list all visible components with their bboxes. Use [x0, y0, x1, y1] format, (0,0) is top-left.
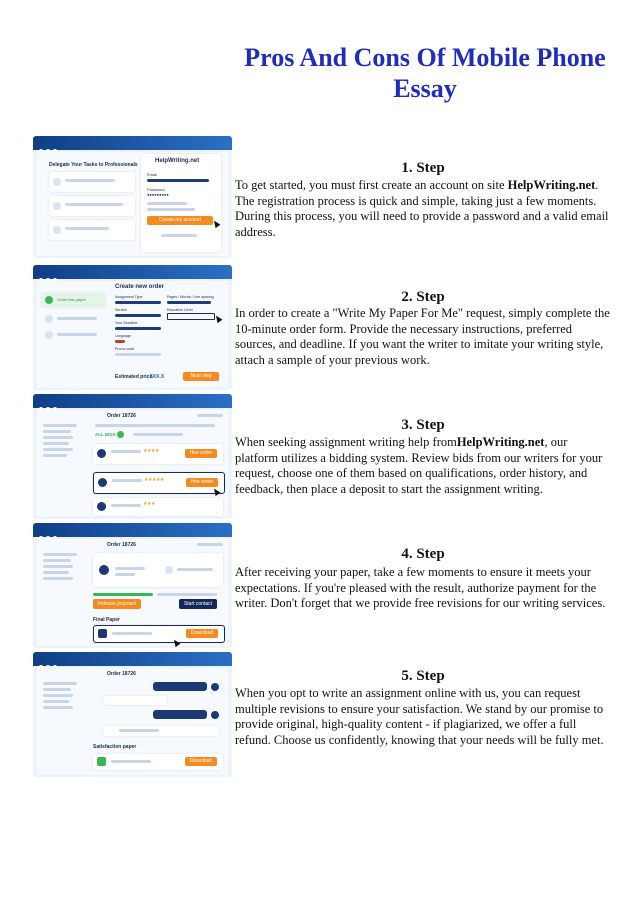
sidebar-item-order[interactable]: Order this paper: [41, 293, 105, 307]
download-button[interactable]: Download: [186, 629, 218, 638]
final-paper-label: Final Paper: [93, 617, 120, 623]
create-account-button[interactable]: Create my account: [147, 216, 213, 225]
education-level-field[interactable]: [167, 313, 215, 320]
step-heading: 4. Step: [401, 546, 445, 562]
password-label: Password: [147, 187, 165, 192]
step-text: After receiving your paper, take a few moments to ensure it meets your expectations. If you're pleased with the result, authorize payment for the writer. Don't forget that we provide free revisions for our writing services.: [235, 565, 606, 611]
password-field[interactable]: ●●●●●●●●●: [147, 192, 169, 197]
assignment-type-field[interactable]: [115, 301, 161, 304]
writer-card: [93, 553, 223, 587]
step5-screenshot: [33, 652, 232, 777]
start-contact-button[interactable]: Start contact: [179, 599, 217, 609]
chat-bubble: [153, 682, 207, 691]
satisfaction-paper-label: Satisfaction paper: [93, 744, 137, 750]
next-step-button[interactable]: Next step: [183, 372, 219, 381]
step-text: When seeking assignment writing help fromHelpWriting.net, our platform utilizes a bidding system. Review bids from our writers for your request, choose one of them based on qualifications, order history, and feedback, then place a deposit to start the assignment writing.: [235, 435, 603, 496]
order-number: Order 18726: [107, 413, 136, 419]
download-button[interactable]: Download: [185, 757, 217, 766]
step-heading: 1. Step: [401, 160, 445, 176]
order-number: Order 18726: [107, 542, 136, 548]
all-bids-label: ALL BIDS: [95, 432, 116, 437]
order-number: Order 18726: [107, 671, 136, 677]
window-titlebar: [33, 652, 232, 666]
brand-logo: HelpWriting.net: [155, 158, 200, 164]
bid-row-selected[interactable]: ★★★★★ Hire writer: [93, 472, 225, 494]
step1-screenshot: [33, 136, 232, 258]
benefit-card: [49, 172, 135, 192]
cursor-icon: [214, 314, 223, 323]
signup-form: [141, 154, 221, 252]
create-order-heading: Create new order: [115, 284, 165, 290]
paper-row: [93, 754, 223, 770]
hire-writer-button[interactable]: Hire writer: [186, 478, 218, 487]
benefit-card: [49, 196, 135, 216]
service-field[interactable]: [115, 314, 161, 317]
step3-screenshot: [33, 394, 232, 519]
step-text: In order to create a "Write My Paper For Me" request, simply complete the 10-minute order form. Provide the necessary instructions, preferred sources, and deadline. If you want the writer to imitate your writing style, attach a sample of your previous work.: [235, 306, 610, 367]
chat-bubble: [153, 710, 207, 719]
final-paper-row: [93, 625, 225, 643]
window-titlebar: [33, 394, 232, 408]
deadline-field[interactable]: [115, 327, 161, 330]
message-input[interactable]: [103, 726, 219, 736]
window-titlebar: [33, 136, 232, 150]
step-heading: 2. Step: [401, 289, 445, 305]
bid-row[interactable]: ★★★★ Hire writer: [93, 444, 223, 464]
hire-writer-button[interactable]: Hire writer: [185, 449, 217, 458]
chat-bubble: [103, 696, 167, 705]
brand-name: HelpWriting.net: [456, 435, 545, 449]
email-label: Email: [147, 172, 158, 177]
promo-field[interactable]: [115, 353, 161, 356]
step-text: When you opt to write an assignment online with us, you can request multiple revisions to ensure your satisfaction. We stand by our promise to provide original, high-quality content - if plagiarized, we offer a full refund. Choose us confidently, knowing that your needs will be fully met.: [235, 686, 604, 747]
estimated-price-label: Estimated price: [115, 374, 153, 380]
step2-screenshot: Order this paper Create new order Assignment Type Pages / Words / Line spacing Service Education Level Your Deadline Language Promo code Estimated price $XX.X Next step: [33, 265, 232, 390]
release-payment-button[interactable]: Release payment: [93, 599, 141, 609]
window-titlebar: [33, 523, 232, 537]
pages-field[interactable]: [167, 301, 211, 304]
step-text: To get started, you must first create an account on site HelpWriting.net. The registration process is quick and simple, taking just a few moments. During this process, you will need to provide a password and a valid email address.: [235, 178, 609, 239]
step-heading: 5. Step: [401, 668, 445, 684]
step4-screenshot: [33, 523, 232, 648]
page-title: Pros And Cons Of Mobile Phone Essay: [244, 43, 606, 103]
bid-row[interactable]: ★★★: [93, 498, 223, 516]
estimated-price-value: $XX.X: [150, 374, 165, 380]
language-field[interactable]: [115, 340, 125, 343]
delegate-heading: Delegate Your Tasks to Professionals: [49, 162, 138, 168]
benefit-card: [49, 220, 135, 240]
window-titlebar: [33, 265, 232, 279]
brand-name: HelpWriting.net: [507, 178, 596, 192]
email-field[interactable]: [147, 179, 209, 182]
step-heading: 3. Step: [401, 417, 445, 433]
